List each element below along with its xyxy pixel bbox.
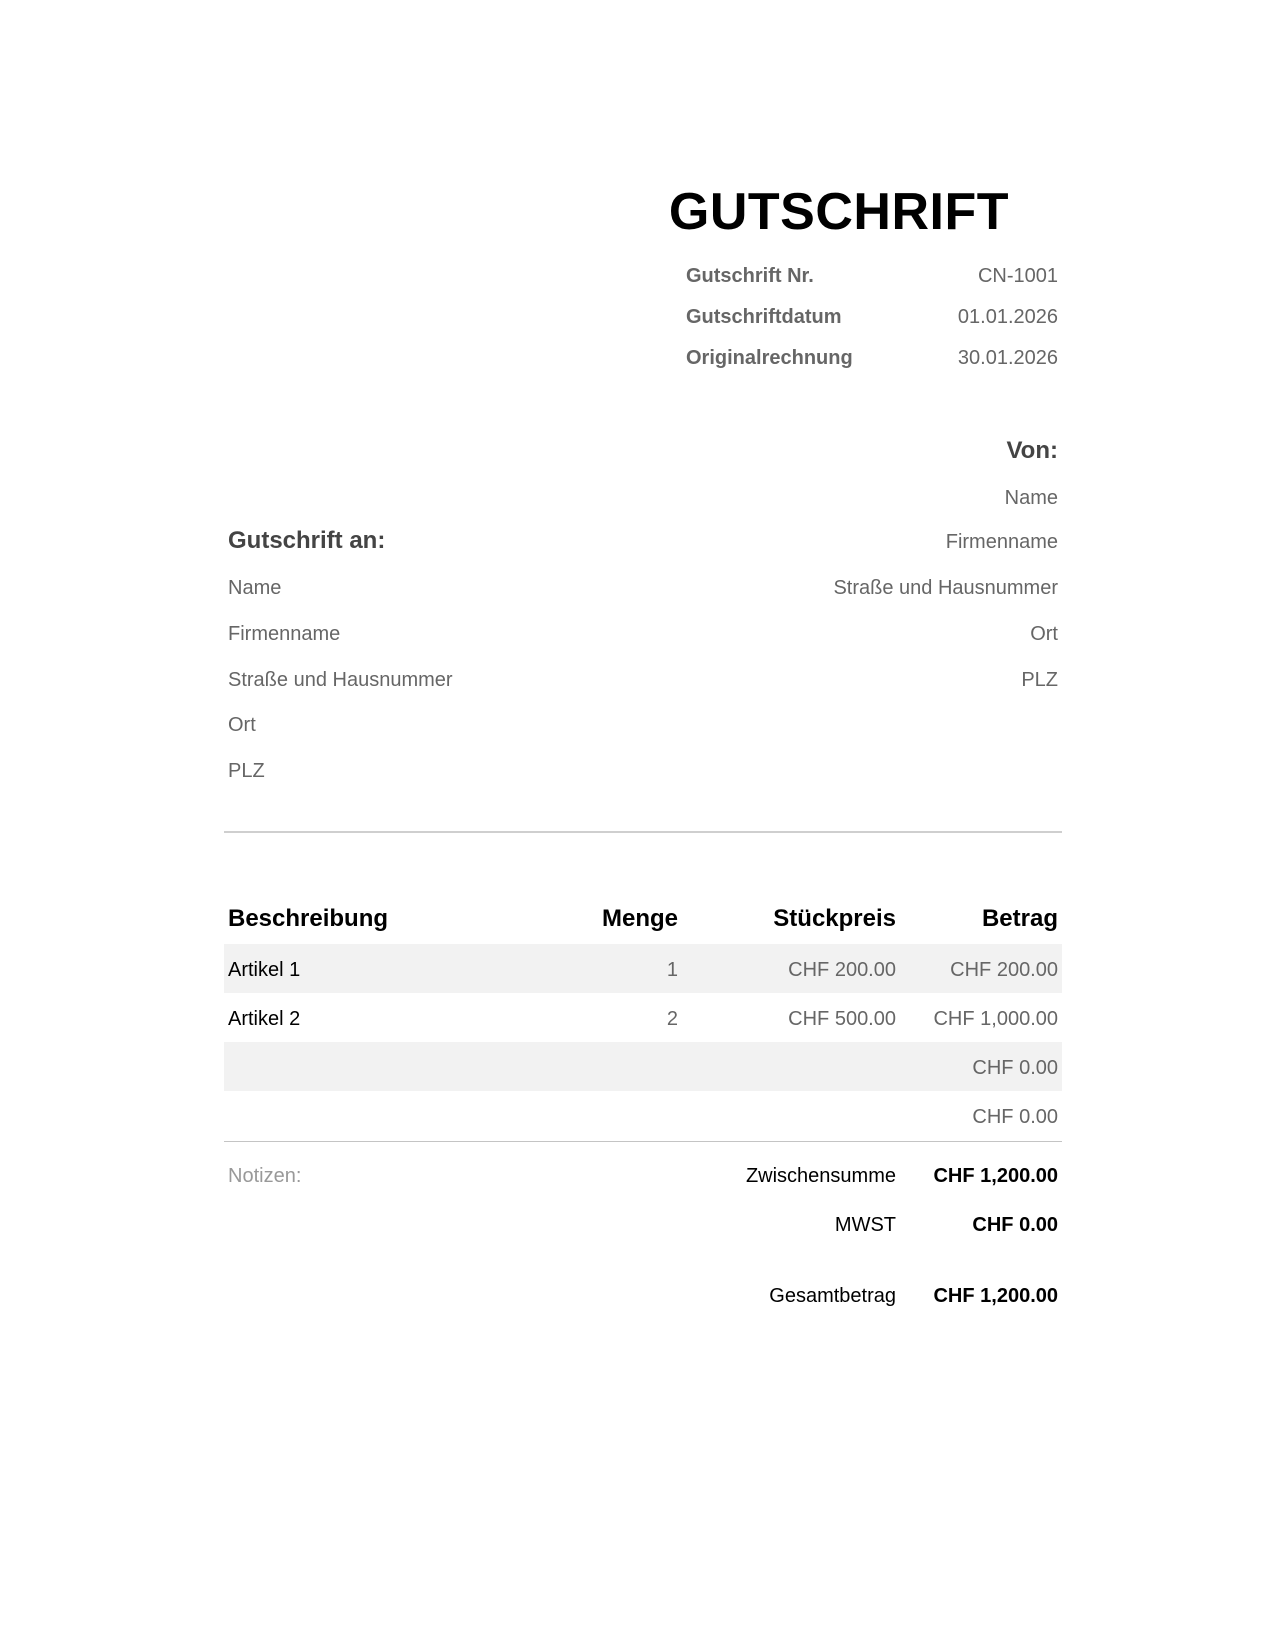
sender-company: Firmenname xyxy=(945,531,1058,553)
original-invoice-row xyxy=(686,347,1058,371)
recipient-city: Ort xyxy=(228,714,256,736)
row-quantity: 2 xyxy=(666,1008,678,1030)
table-row xyxy=(224,1091,1062,1140)
row-description: Artikel 2 xyxy=(228,1008,301,1030)
recipient-name: Name xyxy=(228,577,282,599)
tax-value: CHF 0.00 xyxy=(972,1214,1058,1236)
row-amount: CHF 200.00 xyxy=(950,959,1058,981)
subtotal-value: CHF 1,200.00 xyxy=(933,1165,1058,1187)
total-label: Gesamtbetrag xyxy=(769,1285,896,1307)
section-divider xyxy=(224,831,1062,833)
total-value: CHF 1,200.00 xyxy=(933,1285,1058,1307)
table-row xyxy=(224,944,1062,993)
row-amount: CHF 0.00 xyxy=(972,1106,1058,1128)
credit-note-number-row xyxy=(686,265,1058,289)
notes-label: Notizen: xyxy=(228,1165,302,1187)
sender-zip: PLZ xyxy=(1021,669,1058,691)
meta-label: Originalrechnung xyxy=(686,347,853,369)
tax-label: MWST xyxy=(834,1214,896,1236)
row-description: Artikel 1 xyxy=(228,959,301,981)
sender-heading: Von: xyxy=(1006,437,1058,464)
subtotal-label: Zwischensumme xyxy=(745,1165,896,1187)
sender-name: Name xyxy=(1004,487,1058,509)
header-description: Beschreibung xyxy=(228,905,389,932)
header-amount: Betrag xyxy=(981,905,1058,932)
row-unit-price: CHF 200.00 xyxy=(788,959,896,981)
table-bottom-divider xyxy=(224,1141,1062,1142)
meta-value: 01.01.2026 xyxy=(957,306,1058,328)
recipient-zip: PLZ xyxy=(228,760,265,782)
header-unit-price: Stückpreis xyxy=(773,905,896,932)
row-unit-price: CHF 500.00 xyxy=(788,1008,896,1030)
recipient-company: Firmenname xyxy=(228,623,341,645)
recipient-heading: Gutschrift an: xyxy=(228,527,386,554)
meta-label: Gutschriftdatum xyxy=(686,306,842,328)
table-row xyxy=(224,1042,1062,1091)
meta-value: CN-1001 xyxy=(977,265,1058,287)
recipient-street: Straße und Hausnummer xyxy=(228,669,453,691)
row-amount: CHF 0.00 xyxy=(972,1057,1058,1079)
credit-note-date-row xyxy=(686,306,1058,330)
sender-city: Ort xyxy=(1030,623,1058,645)
row-amount: CHF 1,000.00 xyxy=(933,1008,1058,1030)
header-quantity: Menge xyxy=(601,905,678,932)
sender-street: Straße und Hausnummer xyxy=(833,577,1058,599)
meta-value: 30.01.2026 xyxy=(957,347,1058,369)
document-title: GUTSCHRIFT xyxy=(668,183,1009,241)
meta-label: Gutschrift Nr. xyxy=(686,265,814,287)
row-quantity: 1 xyxy=(666,959,678,981)
